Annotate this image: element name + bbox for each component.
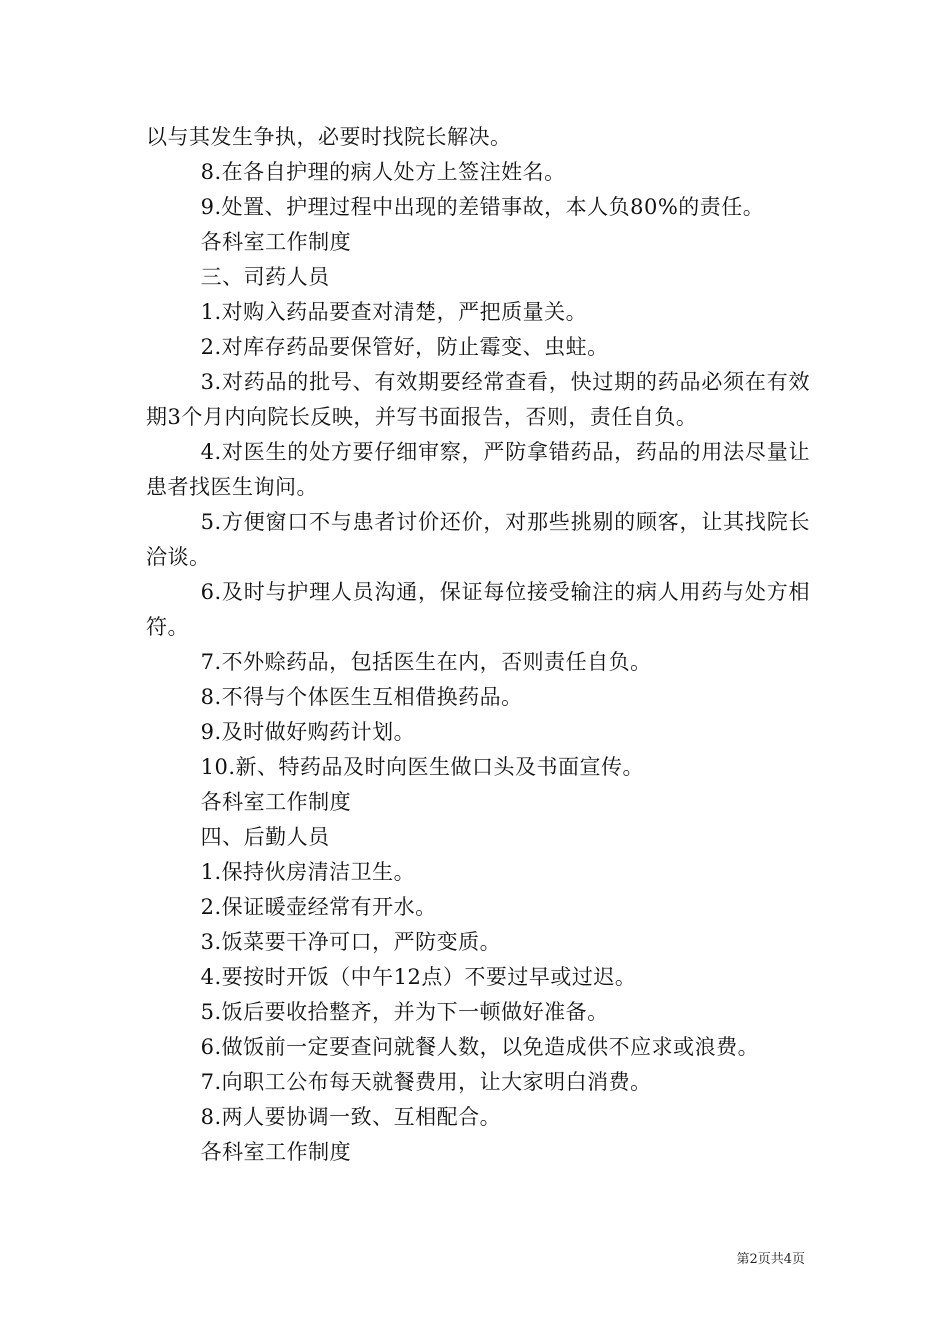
paragraph: 5.饭后要收拾整齐，并为下一顿做好准备。 (200, 1000, 609, 1024)
paragraph: 8.两人要协调一致、互相配合。 (200, 1105, 502, 1129)
paragraph: 1.保持伙房清洁卫生。 (200, 860, 416, 884)
paragraph: 5.方便窗口不与患者讨价还价，对那些挑剔的顾客，让其找院长洽谈。 (146, 510, 810, 569)
paragraph: 8.在各自护理的病人处方上签注姓名。 (200, 160, 566, 184)
paragraph: 7.向职工公布每天就餐费用，让大家明白消费。 (200, 1070, 652, 1094)
paragraph: 1.对购入药品要查对清楚，严把质量关。 (200, 300, 588, 324)
paragraph: 4.要按时开饭（中午12点）不要过早或过迟。 (200, 965, 637, 989)
paragraph: 2.保证暖壶经常有开水。 (200, 895, 437, 919)
paragraph: 7.不外赊药品，包括医生在内，否则责任自负。 (200, 650, 652, 674)
paragraph: 3.饭菜要干净可口，严防变质。 (200, 930, 502, 954)
paragraph: 9.及时做好购药计划。 (200, 720, 416, 744)
page-number-footer: 第2页共4页 (736, 1252, 805, 1267)
paragraph: 4.对医生的处方要仔细审察，严防拿错药品，药品的用法尽量让患者找医生询问。 (146, 440, 810, 499)
paragraph: 2.对库存药品要保管好，防止霉变、虫蛀。 (200, 335, 609, 359)
section-title: 四、后勤人员 (200, 825, 330, 849)
paragraph: 3.对药品的批号、有效期要经常查看，快过期的药品必须在有效期3个月内向院长反映，并写书面报告，否则，责任自负。 (146, 370, 810, 429)
document-body (146, 120, 810, 1170)
section-heading: 各科室工作制度 (200, 790, 352, 814)
section-title: 三、司药人员 (200, 265, 330, 289)
paragraph: 6.做饭前一定要查问就餐人数，以免造成供不应求或浪费。 (200, 1035, 760, 1059)
paragraph: 6.及时与护理人员沟通，保证每位接受输注的病人用药与处方相符。 (146, 580, 810, 639)
section-heading: 各科室工作制度 (200, 1140, 352, 1164)
paragraph: 9.处置、护理过程中出现的差错事故，本人负80%的责任。 (200, 195, 765, 219)
paragraph: 10.新、特药品及时向医生做口头及书面宣传。 (200, 755, 644, 779)
paragraph: 以与其发生争执，必要时找院长解决。 (146, 125, 512, 149)
paragraph: 8.不得与个体医生互相借换药品。 (200, 685, 523, 709)
section-heading: 各科室工作制度 (200, 230, 352, 254)
